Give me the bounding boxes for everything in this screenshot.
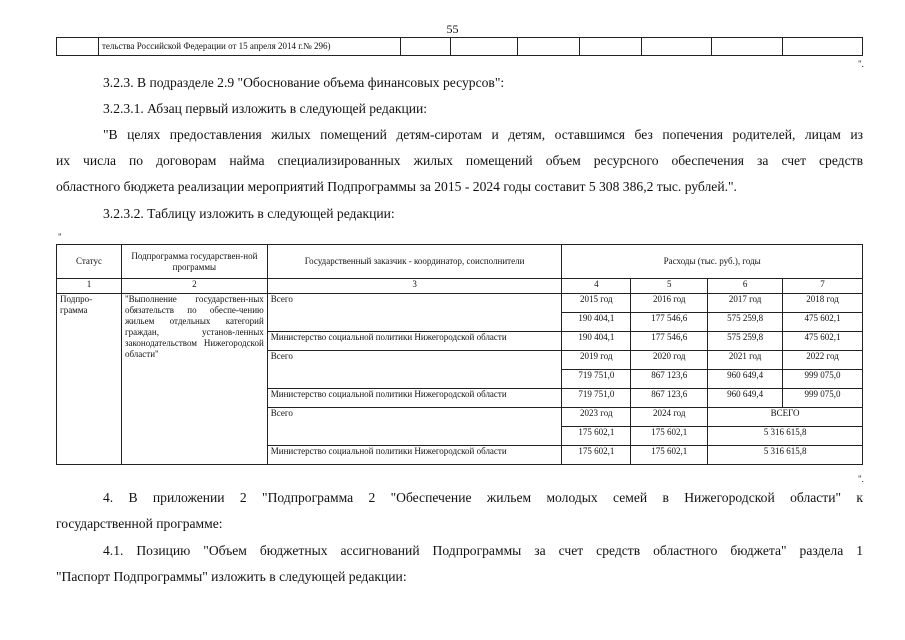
column-number-row [57,279,863,294]
total-value: 999 075,0 [783,370,863,389]
total-value: 175 602,1 [631,427,708,446]
paragraph-4-line-1: 4. В приложении 2 "Подпрограмма 2 "Обеспечение жильем молодых семей в Нижегородской области" к [103,490,863,505]
year-cell: 2022 год [783,351,863,370]
prev-row-text: тельства Российской Федерации от 15 апреля 2014 г.№ 296) [98,38,400,56]
header-customer: Государственный заказчик - координатор, соисполнители [267,245,562,279]
year-cell: 2019 год [562,351,631,370]
col-number: 1 [57,279,122,294]
total-value: 575 259,8 [708,313,783,332]
paragraph-3-2-3-2: 3.2.3.2. Таблицу изложить в следующей редакции: [103,206,395,221]
year-cell: 2024 год [631,408,708,427]
paragraph-4-1-line-1: 4.1. Позицию "Объем бюджетных ассигнований Подпрограммы за счет средств областного бюджета" раздела 1 [103,543,863,558]
ministry-value: 867 123,6 [631,389,708,408]
ministry-grand-total: 5 316 615,8 [708,446,863,465]
total-value: 177 546,6 [631,313,708,332]
ministry-value: 575 259,8 [708,332,783,351]
total-value: 960 649,4 [708,370,783,389]
ministry-value: 999 075,0 [783,389,863,408]
ministry-value: 175 602,1 [562,446,631,465]
col-number: 2 [121,279,267,294]
prev-table-row [56,37,863,56]
col-number: 3 [267,279,562,294]
header-expenses: Расходы (тыс. руб.), годы [562,245,863,279]
total-label: Всего [267,351,562,389]
paragraph-quote-line-1: "В целях предоставления жилых помещений детям-сиротам и детям, оставшимся без попечения родителей, лицам из [103,127,863,142]
close-quote-2: ". [858,474,864,484]
year-cell: 2021 год [708,351,783,370]
ministry-label: Министерство социальной политики Нижегородской области [267,389,562,408]
year-cell: 2015 год [562,294,631,313]
paragraph-4-1-line-2: "Паспорт Подпрограммы" изложить в следующей редакции: [56,569,407,584]
total-label: Всего [267,408,562,446]
col-number: 7 [783,279,863,294]
paragraph-quote-line-3: областного бюджета реализации мероприятий Подпрограммы за 2015 - 2024 годы составит 5 308 386,2 тыс. рублей.". [56,179,737,194]
ministry-label: Министерство социальной политики Нижегородской области [267,446,562,465]
paragraph-4-line-2: государственной программе: [56,516,223,531]
year-cell: 2017 год [708,294,783,313]
year-cell: 2023 год [562,408,631,427]
close-quote-1: ". [858,59,864,69]
ministry-value: 175 602,1 [631,446,708,465]
total-value: 719 751,0 [562,370,631,389]
page-number: 55 [446,22,459,36]
paragraph-3-2-3: 3.2.3. В подразделе 2.9 "Обоснование объема финансовых ресурсов": [103,75,505,90]
ministry-value: 960 649,4 [708,389,783,408]
grand-total-value: 5 316 615,8 [708,427,863,446]
ministry-value: 475 602,1 [783,332,863,351]
col-number: 4 [562,279,631,294]
grand-total-label: ВСЕГО [708,408,863,427]
program-name-cell: "Выполнение государствен-ных обязательств по обеспе-чению жильем отдельных категорий граждан, установ-ленных законодательством Нижегородской области" [121,294,267,465]
ministry-value: 177 546,6 [631,332,708,351]
paragraph-quote-line-2: их числа по договорам найма специализированных жилых помещений объем ресурсного обеспечения за счет средств [56,153,863,168]
col-number: 6 [708,279,783,294]
open-quote: " [58,232,62,242]
paragraph-3-2-3-1: 3.2.3.1. Абзац первый изложить в следующей редакции: [103,101,428,116]
total-label: Всего [267,294,562,332]
year-cell: 2018 год [783,294,863,313]
total-value: 475 602,1 [783,313,863,332]
expenses-table [56,244,863,465]
total-value: 867 123,6 [631,370,708,389]
year-cell: 2020 год [631,351,708,370]
header-program: Подпрограмма государствен-ной программы [121,245,267,279]
ministry-value: 190 404,1 [562,332,631,351]
total-value: 175 602,1 [562,427,631,446]
col-number: 5 [631,279,708,294]
status-cell: Подпро-грамма [57,294,122,465]
header-status: Статус [57,245,122,279]
total-value: 190 404,1 [562,313,631,332]
ministry-label: Министерство социальной политики Нижегородской области [267,332,562,351]
ministry-value: 719 751,0 [562,389,631,408]
year-cell: 2016 год [631,294,708,313]
